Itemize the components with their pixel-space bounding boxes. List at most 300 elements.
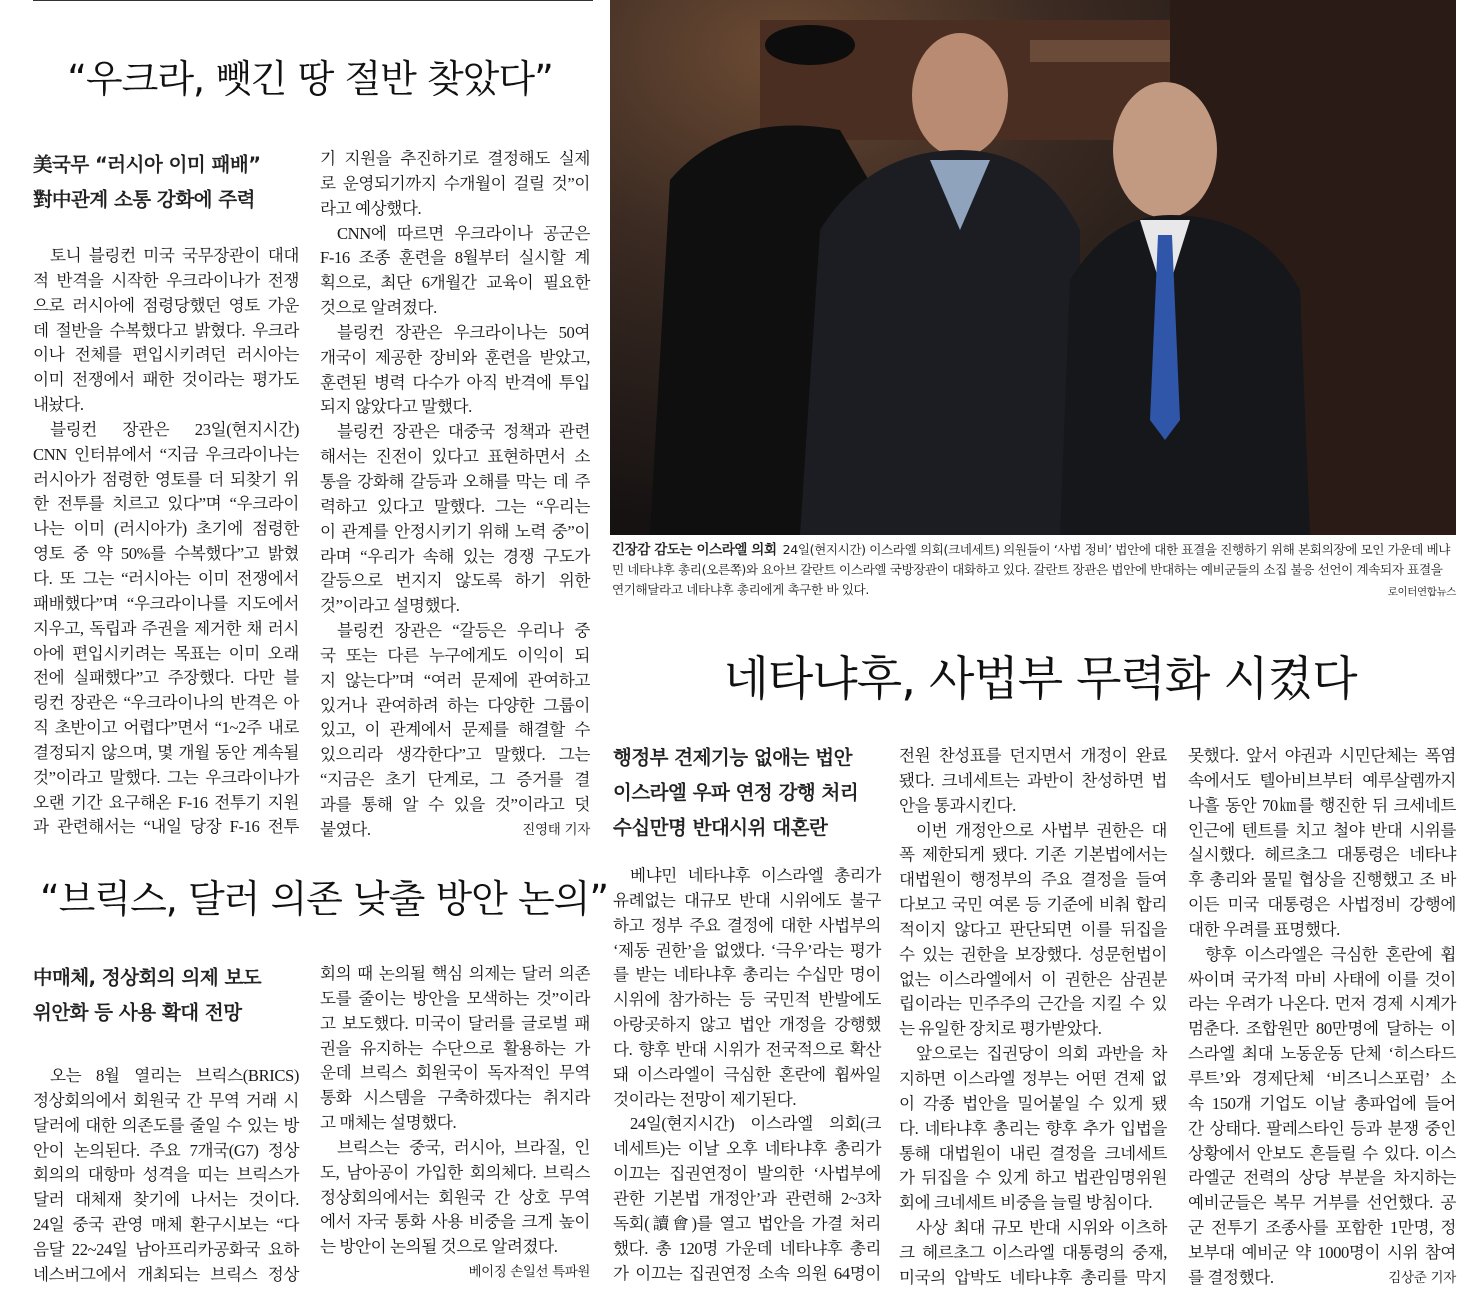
body-text-line	[320, 321, 590, 346]
body-text-line	[899, 794, 1167, 819]
body-text-line	[33, 642, 299, 667]
body-text: 패배했다”며 “우크라이나를 지도에서	[33, 593, 299, 613]
body-text-line	[33, 244, 299, 269]
body-text-line	[33, 517, 299, 542]
body-text: 돼 이스라엘이 극심한 혼란에 휩싸일	[613, 1064, 881, 1084]
body-text: 해서는 진전이 있다고 표현하면서 소	[320, 447, 590, 467]
body-text-line	[320, 694, 590, 719]
body-text-line	[899, 992, 1167, 1017]
body-text-line	[613, 1112, 881, 1137]
body-text: 속 150개 기업도 이날 총파업에 들어	[1188, 1093, 1456, 1113]
body-text-line	[320, 1037, 590, 1062]
body-text-line	[33, 343, 299, 368]
body-text: 지하면 이스라엘 정부는 어떤 견제 없	[899, 1068, 1167, 1088]
body-text: 폭 제한되게 됐다. 기존 기본법에서는	[899, 845, 1167, 865]
body-text-line	[320, 793, 590, 818]
photo-figure-netanyahu	[1060, 215, 1310, 535]
body-text-line	[33, 791, 299, 816]
brics-headline: “브릭스, 달러 의존 낮출 방안 논의”	[40, 877, 609, 921]
body-text: CNN에 따르면 우크라이나 공군은	[337, 223, 590, 243]
body-text: 이 각종 법안을 밀어붙일 수 있게 됐	[899, 1093, 1167, 1113]
brics-column-1	[33, 1064, 299, 1288]
body-text: 24일 중국 관영 매체 환구시보는 “다	[33, 1215, 299, 1235]
body-text-line	[320, 619, 590, 644]
photo-face-gallant	[912, 33, 1008, 157]
body-text: 이든 미국 대통령은 사법정비 강행에	[1188, 895, 1456, 915]
body-text: 대한 우려를 표명했다.	[1188, 919, 1340, 939]
israel-headline: 네타냐후, 사법부 무력화 시켰다	[723, 652, 1357, 707]
body-text: 향후 이스라엘은 극심한 혼란에 휩	[1205, 944, 1456, 964]
israel-column-3	[1188, 744, 1456, 1291]
body-text: 싸이며 국가적 마비 사태에 이를 것이	[1188, 969, 1456, 989]
body-text-line	[33, 1213, 299, 1238]
body-text: 다. 향후 반대 시위가 전국적으로 확산	[613, 1039, 881, 1059]
body-text-line	[33, 1188, 299, 1213]
body-text: 보부대 예비군 약 1000명이 시위 참여	[1188, 1242, 1456, 1262]
photo-parliament-scene	[610, 0, 1456, 535]
body-text: 라는 우려가 나온다. 먼저 경제 시계가	[1188, 994, 1456, 1014]
body-text: 못했다. 앞서 야권과 시민단체는 폭염	[1188, 746, 1456, 765]
body-text: 적이지 않다고 판단되면 이를 뒤집을	[899, 919, 1167, 939]
body-text-line	[320, 172, 590, 197]
body-text: 안을 통과시킨다.	[899, 795, 1016, 815]
body-text-line	[1188, 1017, 1456, 1042]
body-text-line	[33, 542, 299, 567]
body-text-line	[1188, 1067, 1456, 1092]
body-text: 24일(현지시간) 이스라엘 의회(크	[630, 1114, 881, 1134]
body-text: 이나 전체를 편입시키려던 러시아는	[33, 345, 299, 365]
body-text: 를 결정했다.	[1188, 1267, 1274, 1287]
body-text: 는 방안이 논의될 것으로 알려졌다.	[320, 1237, 558, 1257]
body-text: 로 운영되기까지 수개월이 걸릴 것”이	[320, 173, 590, 193]
body-text: 붙였다.	[320, 819, 371, 839]
body-text-line	[899, 1216, 1167, 1241]
body-text-line	[33, 766, 299, 791]
photo-credit: 로이터연합뉴스	[1387, 586, 1456, 598]
body-text: 고 매체는 설명했다.	[320, 1113, 457, 1133]
body-text-line	[1188, 868, 1456, 893]
top-rule	[33, 0, 593, 1]
body-text: 훈련된 병력 다수가 아직 반격에 투입	[320, 372, 590, 392]
body-text-line	[899, 1266, 1167, 1291]
body-text-line	[1188, 794, 1456, 819]
body-text: 앞으로는 집권당이 의회 과반을 차	[916, 1044, 1167, 1064]
body-text-line	[320, 743, 590, 768]
body-text-line	[320, 395, 590, 420]
body-text: 베냐민 네타냐후 이스라엘 총리가	[630, 866, 881, 885]
body-text-line	[899, 868, 1167, 893]
brics-subheads	[33, 960, 261, 1030]
body-text: 내놨다.	[33, 395, 84, 415]
body-text-line	[33, 1139, 299, 1164]
body-text: 없는 이스라엘에서 이 권한은 삼권분	[899, 969, 1167, 989]
body-text: 데 절반을 수복했다고 밝혔다. 우크라	[33, 320, 299, 340]
body-text-line	[899, 1067, 1167, 1092]
body-text: “지금은 초기 단계로, 그 증거를 결	[320, 770, 590, 790]
body-text-line	[33, 418, 299, 443]
body-text-line	[320, 569, 590, 594]
body-text: 되지 않았다고 말했다.	[320, 397, 472, 417]
body-text: 고 보도했다. 미국이 달러를 글로벌 패	[320, 1013, 590, 1033]
body-text: 달러에 대한 의존도를 줄일 수 있는 방	[33, 1115, 299, 1135]
body-text: 갈등으로 번지지 않도록 하기 위한	[320, 571, 590, 591]
body-text-line	[320, 594, 590, 619]
body-text-line	[1188, 744, 1456, 769]
body-text: 적 반격을 시작한 우크라이나가 전쟁	[33, 270, 299, 290]
body-text: 다. 또 그는 “러시아는 이미 전쟁에서	[33, 568, 299, 588]
body-text-line	[1188, 1042, 1456, 1067]
body-text-line	[320, 222, 590, 247]
body-text: 가 이끄는 집권연정 소속 의원 64명이	[613, 1263, 881, 1283]
body-text-line	[613, 1038, 881, 1063]
body-text: 토니 블링컨 미국 국무장관이 대대	[50, 246, 299, 265]
body-text-line	[1188, 819, 1456, 844]
body-text-line	[320, 470, 590, 495]
body-text-line	[899, 769, 1167, 794]
body-text-line	[33, 492, 299, 517]
body-text-line	[320, 296, 590, 321]
body-text: 미국의 압박도 네타냐후 총리를 막지	[899, 1267, 1167, 1287]
body-text: 는 유일한 장치로 평가받았다.	[899, 1019, 1102, 1039]
body-text-line	[899, 819, 1167, 844]
brics-subhead-1: 中매체, 정상회의 의제 보도	[33, 966, 262, 989]
body-text-line	[613, 1063, 881, 1088]
body-text-line	[320, 271, 590, 296]
body-text-line	[320, 495, 590, 520]
ukraine-subhead-2: 對中관계 소통 강화에 주력	[33, 188, 255, 211]
body-text: 나는 이미 (러시아가) 초기에 점령한	[33, 519, 299, 539]
body-text: 오랜 기간 요구해온 F-16 전투기 지원	[33, 792, 299, 812]
body-text-line	[899, 1042, 1167, 1067]
body-text-line	[613, 939, 881, 964]
body-text: 이끄는 집권연정이 발의한 ‘사법부에	[613, 1164, 881, 1184]
body-text-line	[1188, 1216, 1456, 1241]
body-text: 다보고 국민 여론 등 기준에 비춰 합리	[899, 895, 1167, 915]
brics-column-2	[320, 962, 590, 1285]
body-text-line	[613, 988, 881, 1013]
body-text: 를 받는 네타냐후 총리는 수십만 명이	[613, 965, 881, 985]
body-text: 에서 자국 통화 사용 비중을 크게 높이	[320, 1212, 590, 1232]
body-text: 전원 찬성표를 던지면서 개정이 완료	[899, 746, 1167, 765]
body-text-line	[613, 1088, 881, 1113]
body-text: 이미 전쟁에서 패한 것이라는 평가도	[33, 370, 299, 390]
body-text: 안이 논의된다. 주요 7개국(G7) 정상	[33, 1140, 299, 1160]
reporter-byline: 진영태 기자	[522, 821, 590, 838]
body-text-line	[1188, 1191, 1456, 1216]
body-text: 아에 편입시키려는 목표는 이미 오래	[33, 643, 299, 663]
body-text: 정상회의에서는 회원국 간 상호 무역	[320, 1187, 590, 1207]
body-text: 있거나 관여하려 하는 다양한 그룹이	[320, 695, 590, 715]
israel-subheads	[613, 740, 858, 845]
body-text: 라고 예상했다.	[320, 198, 422, 218]
body-text-line	[1188, 1117, 1456, 1142]
body-text-line	[613, 1237, 881, 1262]
photo-face-netanyahu	[1113, 82, 1217, 218]
body-text-line	[33, 666, 299, 691]
body-text: 것”이라고 말했다. 그는 우크라이나가	[33, 767, 299, 787]
body-text: 루트’와 경제단체 ‘비즈니스포럼’ 소	[1188, 1068, 1456, 1088]
body-text-line	[320, 1235, 590, 1260]
body-text: 오는 8월 열리는 브릭스(BRICS)	[50, 1066, 299, 1085]
body-text: 음달 22~24일 남아프리카공화국 요하	[33, 1239, 299, 1259]
body-text-line	[33, 1114, 299, 1139]
body-text: 대법원이 행정부의 주요 결정을 들여	[899, 870, 1167, 890]
body-text-line	[33, 1064, 299, 1089]
body-text: 됐다. 크네세트는 과반이 찬성하면 법	[899, 770, 1167, 790]
body-text-line	[899, 1166, 1167, 1191]
body-text: 것이라는 전망이 제기된다.	[613, 1089, 797, 1109]
body-text-line	[33, 319, 299, 344]
body-text: 블링컨 장관은 “갈등은 우리나 중	[337, 621, 590, 641]
body-text-line	[320, 818, 590, 843]
body-text-line	[320, 420, 590, 445]
body-text-line	[1188, 1241, 1456, 1266]
body-text: 네스버그에서 개최되는 브릭스 정상	[33, 1264, 299, 1284]
body-text-line	[320, 545, 590, 570]
ukraine-column-2	[320, 147, 590, 843]
body-text-line	[320, 520, 590, 545]
body-text-line	[613, 1187, 881, 1212]
body-text: 력하고 있다고 말했다. 그는 “우리는	[320, 496, 590, 516]
body-text: 있으리라 생각한다”고 말했다. 그는	[320, 745, 590, 765]
body-text-line	[613, 1262, 881, 1287]
body-text-line	[33, 393, 299, 418]
body-text-line	[320, 1061, 590, 1086]
body-text: 블링컨 장관은 23일(현지시간)	[50, 419, 299, 439]
body-text: ‘제동 권한’을 없앴다. ‘극우’라는 평가	[613, 940, 881, 960]
body-text-line	[320, 718, 590, 743]
body-text-line	[33, 294, 299, 319]
brics-subhead-2: 위안화 등 사용 확대 전망	[33, 1001, 242, 1024]
body-text-line	[320, 1012, 590, 1037]
body-text-line	[899, 943, 1167, 968]
body-text: 획으로, 최단 6개월간 교육이 필요한	[320, 273, 590, 293]
body-text-line	[33, 1163, 299, 1188]
body-text: 블링컨 장관은 우크라이나는 50여	[337, 322, 590, 342]
body-text-line	[899, 1142, 1167, 1167]
body-text-line	[320, 1136, 590, 1161]
body-text-line	[899, 893, 1167, 918]
israel-column-2	[899, 744, 1167, 1291]
body-text-line	[320, 1210, 590, 1235]
body-text: 기 지원을 추진하기로 결정해도 실제	[320, 149, 590, 168]
body-text-line	[33, 1089, 299, 1114]
israel-column-1	[613, 864, 881, 1286]
body-text: 하고 정부 주요 결정에 대한 사법부의	[613, 915, 881, 935]
body-text-line	[613, 1162, 881, 1187]
body-text-line	[1188, 1142, 1456, 1167]
body-text-line	[899, 918, 1167, 943]
body-text: 속에서도 텔아비브부터 예루살렘까지	[1188, 770, 1456, 790]
body-text-line	[1188, 843, 1456, 868]
body-text: 정상회의에서 회원국 간 무역 거래 시	[33, 1090, 299, 1110]
body-text-line	[899, 744, 1167, 769]
body-text: 유례없는 대규모 반대 시위에도 불구	[613, 890, 881, 910]
israel-subhead-3: 수십만명 반대시위 대혼란	[613, 816, 828, 839]
body-text-line	[320, 644, 590, 669]
caption-title: 긴장감 감도는 이스라엘 의회	[612, 542, 777, 558]
body-text-line	[320, 445, 590, 470]
body-text: 통을 강화해 갈등과 오해를 막는 데 주	[320, 471, 590, 491]
body-text: 인근에 텐트를 치고 철야 반대 시위를	[1188, 820, 1456, 840]
body-text-line	[33, 716, 299, 741]
body-text: 아랑곳하지 않고 법안 개정을 강행했	[613, 1015, 881, 1035]
body-text: 이 관계를 안정시키기 위해 노력 중”이	[320, 521, 590, 541]
body-text-line	[613, 963, 881, 988]
body-text-line	[1188, 769, 1456, 794]
body-text-line	[1188, 1166, 1456, 1191]
body-text: 운데 브릭스 회원국이 독자적인 무역	[320, 1063, 590, 1083]
photo-figure-gallant	[800, 150, 1080, 535]
body-text-line	[33, 468, 299, 493]
body-text-line	[33, 592, 299, 617]
news-photo	[610, 0, 1456, 535]
body-text: 회의의 대항마 성격을 띠는 브릭스가	[33, 1165, 299, 1185]
body-text: 립이라는 민주주의 근간을 지킬 수 있	[899, 994, 1167, 1014]
body-text: 멈춘다. 조합원만 80만명에 달하는 이	[1188, 1019, 1456, 1039]
body-text-line	[1188, 1092, 1456, 1117]
body-text-line	[320, 669, 590, 694]
body-text-line	[613, 914, 881, 939]
body-text-line	[899, 1191, 1167, 1216]
body-text-line	[613, 889, 881, 914]
body-text-line	[320, 962, 590, 987]
body-text-line	[1188, 918, 1456, 943]
body-text-line	[33, 741, 299, 766]
body-text-line	[1188, 1266, 1456, 1291]
ukraine-column-1	[33, 244, 299, 840]
body-text: 과 관련해서는 “내일 당장 F-16 전투	[33, 817, 299, 837]
body-text-line	[899, 1092, 1167, 1117]
photo-kippah	[765, 25, 855, 65]
body-text: 관한 기본법 개정안’과 관련해 2~3차	[613, 1188, 881, 1208]
body-text: 브릭스는 중국, 러시아, 브라질, 인	[337, 1137, 590, 1157]
body-text-line	[613, 864, 881, 889]
body-text-line	[33, 815, 299, 840]
body-text: 예비군들은 복무 거부를 선언했다. 공	[1188, 1193, 1456, 1213]
body-text: 한 전투를 치르고 있다”며 “우크라이	[33, 494, 299, 514]
body-text-line	[320, 1186, 590, 1211]
body-text: 사상 최대 규모 반대 시위와 이츠하	[916, 1218, 1167, 1238]
body-text-line	[33, 617, 299, 642]
ukraine-headline: “우크라, 뺏긴 땅 절반 찾았다”	[67, 57, 553, 101]
body-text-line	[899, 843, 1167, 868]
body-text: 네세트)는 이날 오후 네타냐후 총리가	[613, 1139, 881, 1159]
body-text: 시위에 참가하는 등 국민적 반발에도	[613, 990, 881, 1010]
body-text-line	[320, 768, 590, 793]
body-text: 했다. 총 120명 가운데 네타냐후 총리	[613, 1238, 881, 1258]
body-text: 간 상태다. 팔레스타인 등과 분쟁 중인	[1188, 1118, 1456, 1138]
body-text-line	[320, 1161, 590, 1186]
body-text: 크 헤르초그 이스라엘 대통령의 중재,	[899, 1242, 1167, 1262]
body-text-line	[320, 197, 590, 222]
body-text-line	[613, 1212, 881, 1237]
body-text: F-16 조종 훈련을 8월부터 실시할 계	[320, 248, 590, 268]
ukraine-subheads	[33, 147, 261, 217]
reporter-byline: 베이징 손일선 특파원	[468, 1264, 590, 1281]
body-text-line	[320, 371, 590, 396]
body-text: 국 또는 다른 누구에게도 이익이 되	[320, 645, 590, 665]
body-text: CNN 인터뷰에서 “지금 우크라이나는	[33, 444, 299, 464]
body-text: 군 전투기 조종사를 포함한 1만명, 정	[1188, 1218, 1456, 1238]
body-text-line	[1188, 943, 1456, 968]
body-text-line	[33, 368, 299, 393]
body-text: 후 총리와 물밑 협상을 진행했고 조 바	[1188, 870, 1456, 890]
caption-text: 24일(현지시간) 이스라엘 의회(크네세트) 의원들이 ‘사법 정비’ 법안에 대한 표결을 진행하기 위해 본회의장에 모인 가운데 베냐민 네타냐후 총리(오른쪽)와 요아브 갈란트 이스라엘 국방장관이 대화하고 있다. 갈란트 장관은 법안에 반대하는 예비군들의 소집 불응 선언이 계속되자 표결을 연기해달라고 네타냐후 총리에게 촉구한 바 있다.	[612, 542, 1451, 597]
body-text-line	[33, 269, 299, 294]
body-text-line	[1188, 968, 1456, 993]
body-text-line	[899, 1241, 1167, 1266]
body-text: 통해 대법원이 내린 결정을 크네세트	[899, 1143, 1167, 1163]
body-text-line	[33, 443, 299, 468]
body-text-line	[33, 567, 299, 592]
body-text: 개국이 제공한 장비와 훈련을 받았고,	[320, 347, 590, 367]
body-text-line	[320, 987, 590, 1012]
body-text-line	[320, 1111, 590, 1136]
body-text: 도, 남아공이 가입한 회의체다. 브릭스	[320, 1162, 590, 1182]
body-text: 달러 대체재 찾기에 나서는 것이다.	[33, 1190, 299, 1210]
body-text: 으로 러시아에 점령당했던 영토 가운	[33, 295, 299, 315]
body-text: 링컨 장관은 “우크라이나의 반격은 아	[33, 693, 299, 713]
body-text: 있고, 이 관계에서 문제를 해결할 수	[320, 720, 590, 740]
body-text-line	[1188, 992, 1456, 1017]
body-text-line	[320, 246, 590, 271]
body-text-line	[613, 1137, 881, 1162]
body-text: 통화 시스템을 구축하겠다는 취지라	[320, 1088, 590, 1108]
body-text: 상황에서 안보도 흔들릴 수 있다. 이스	[1188, 1143, 1456, 1163]
body-text: 지 않는다”며 “여러 문제에 관여하고	[320, 670, 590, 690]
ukraine-subhead-1: 美국무 “러시아 이미 패배”	[33, 153, 261, 176]
body-text: 실시했다. 헤르초그 대통령은 네타냐	[1188, 845, 1456, 865]
body-text-line	[1188, 893, 1456, 918]
body-text: 영토 중 약 50%를 수복했다”고 밝혔	[33, 544, 299, 564]
body-text: 전에 실패했다”고 주장했다. 다만 블	[33, 668, 299, 688]
reporter-byline: 김상준 기자	[1388, 1269, 1456, 1286]
body-text-line	[33, 1263, 299, 1288]
body-text-line	[899, 1117, 1167, 1142]
photo-caption	[612, 540, 1456, 600]
body-text: 결정되지 않으며, 몇 개월 동안 계속될	[33, 742, 299, 762]
body-text-line	[320, 1086, 590, 1111]
body-text-line	[320, 346, 590, 371]
body-text: 러시아가 점령한 영토를 더 되찾기 위	[33, 469, 299, 489]
body-text: 지우고, 독립과 주권을 제거한 채 러시	[33, 618, 299, 638]
israel-subhead-1: 행정부 견제기능 없애는 법안	[613, 746, 852, 769]
body-text: 것으로 알려졌다.	[320, 298, 437, 318]
body-text: 블링컨 장관은 대중국 정책과 관련	[337, 422, 590, 442]
body-text: 스라엘 최대 노동운동 단체 ‘히스타드	[1188, 1044, 1456, 1064]
israel-subhead-2: 이스라엘 우파 연정 강행 처리	[613, 781, 859, 804]
body-text: 가 뒤집을 수 있게 하고 법관임명위원	[899, 1168, 1167, 1188]
body-text: 권을 유지하는 수단으로 활용하는 가	[320, 1038, 590, 1058]
body-text: 회의 때 논의될 핵심 의제는 달러 의존	[320, 964, 590, 983]
body-text: 라며 “우리가 속해 있는 경쟁 구도가	[320, 546, 590, 566]
body-text: 직 초반이고 어렵다”면서 “1~2주 내로	[33, 718, 299, 738]
body-text: 과를 통해 알 수 있을 것”이라고 덧	[320, 794, 590, 814]
body-text: 것”이라고 설명했다.	[320, 596, 460, 616]
body-text-line	[899, 968, 1167, 993]
body-text: 다. 네타냐후 총리는 향후 추가 입법을	[899, 1118, 1167, 1138]
body-text-line	[33, 691, 299, 716]
body-text: 회에 크네세트 비중을 늘릴 방침이다.	[899, 1193, 1153, 1213]
body-text: 도를 줄이는 방안을 모색하는 것”이라	[320, 988, 590, 1008]
body-text-line	[899, 1017, 1167, 1042]
body-text: 수 있는 권한을 보장했다. 성문헌법이	[899, 944, 1167, 964]
body-text: 라엘군 전력의 상당 부분을 차지하는	[1188, 1168, 1456, 1188]
body-text-line	[33, 1238, 299, 1263]
body-text: 독회(讀會)를 열고 법안을 가결 처리	[613, 1213, 881, 1233]
body-text-line	[320, 147, 590, 172]
